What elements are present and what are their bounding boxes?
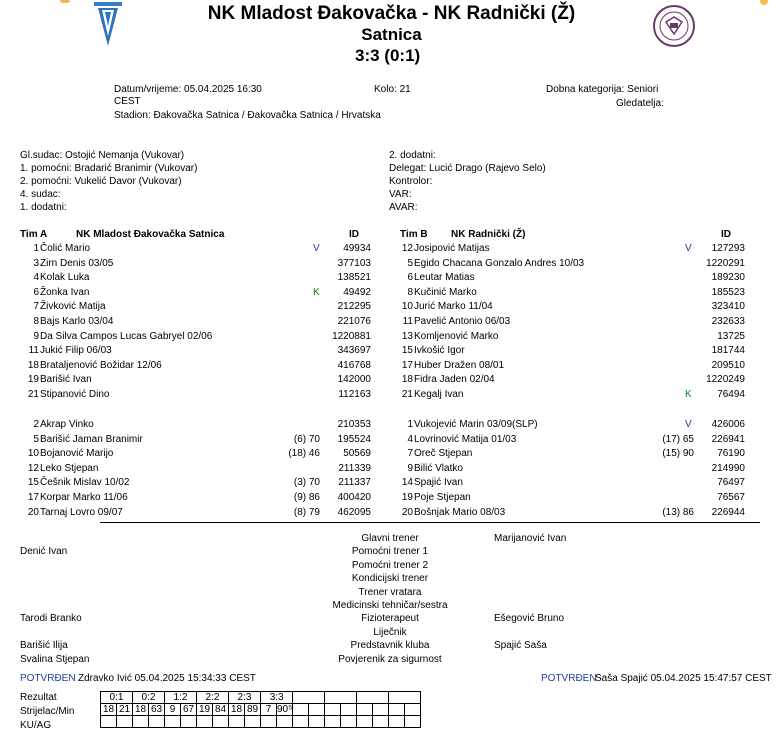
player-id: 1220249 <box>706 374 745 386</box>
player-number: 11 <box>28 345 39 357</box>
sub-id: 211339 <box>338 462 371 474</box>
team-b-label: Tim B <box>400 229 428 240</box>
staff-role: Pomoćni trener 2 <box>351 559 429 571</box>
result-score-cell: 0:2 <box>133 692 165 704</box>
staff-home-name: Denić Ivan <box>20 546 68 558</box>
player-id: 142000 <box>337 374 371 386</box>
cards-cell <box>405 716 421 728</box>
player-name: Zirn Denis 03/05 <box>40 257 114 269</box>
scorer-cell: 18 <box>229 704 245 716</box>
results-row <box>101 692 421 704</box>
cards-cell <box>373 716 389 728</box>
player-number: 6 <box>407 272 413 284</box>
player-number: 13 <box>401 330 413 342</box>
player-name: Jukić Filip 06/03 <box>40 345 112 357</box>
sub-id: 76497 <box>717 477 745 489</box>
substitution-info: V <box>685 419 692 430</box>
sub-name: Lovrinović Matija 01/03 <box>414 433 517 445</box>
scorer-cell <box>389 704 405 716</box>
cards-cell <box>293 716 309 728</box>
player-number: 19 <box>27 374 39 386</box>
player-name: Barišić Ivan <box>40 374 92 386</box>
player-name: Jurić Marko 11/04 <box>414 301 493 313</box>
official-left-line: 1. dodatni: <box>20 202 67 213</box>
sub-number: 9 <box>407 462 413 474</box>
sub-number: 7 <box>407 448 413 460</box>
player-id: 181744 <box>711 345 745 357</box>
player-name: Brataljenović Božidar 12/06 <box>40 359 162 371</box>
sub-number: 2 <box>33 419 39 430</box>
cards-cell <box>277 716 293 728</box>
player-id: 212295 <box>337 301 371 313</box>
player-number: 18 <box>401 374 413 386</box>
cards-cell <box>389 716 405 728</box>
substitution-info: (17) 65 <box>662 433 694 445</box>
scorer-cell <box>373 704 389 716</box>
sub-name: Akrap Vinko <box>40 419 94 430</box>
scorer-cell: 18 <box>133 704 149 716</box>
player-number: 15 <box>401 345 413 357</box>
scorer-cell: 19 <box>197 704 213 716</box>
staff-home-name: Tarodi Branko <box>20 613 82 625</box>
team-a-label: Tim A <box>20 229 48 240</box>
sub-name: Češnik Mislav 10/02 <box>40 477 130 489</box>
cards-cell <box>133 716 149 728</box>
player-id: 112163 <box>338 389 371 400</box>
round: Kolo: 21 <box>374 84 411 95</box>
sub-number: 17 <box>27 492 39 503</box>
official-right-line: VAR: <box>389 189 412 200</box>
player-number: 10 <box>401 301 413 313</box>
official-right-line: AVAR: <box>389 202 418 213</box>
cards-cell <box>213 716 229 728</box>
official-left-line: 2. pomoćni: Vukelić Davor (Vukovar) <box>20 176 182 187</box>
result-score-cell <box>357 692 389 704</box>
staff-role: Medicinski tehničar/sestra <box>332 600 448 611</box>
results-label: Rezultat <box>20 692 57 703</box>
player-number: 1 <box>33 243 39 254</box>
staff-role: Povjerenik za sigurnost <box>338 653 442 665</box>
sub-name: Poje Stjepan <box>414 492 471 503</box>
player-number: 8 <box>33 316 39 327</box>
player-name: Kolak Luka <box>40 272 90 284</box>
sub-name: Korpar Marko 11/06 <box>40 492 128 503</box>
sub-id: 226944 <box>711 506 745 518</box>
results-row <box>101 716 421 728</box>
results-row <box>101 704 421 716</box>
player-number: 21 <box>27 389 39 400</box>
team-a-name: NK Mladost Đakovačka Satnica <box>76 229 225 240</box>
player-id: 1220881 <box>332 330 371 342</box>
scorer-cell <box>293 704 309 716</box>
cards-cell <box>309 716 325 728</box>
scorer-label: Strijelac/Min <box>20 706 75 717</box>
player-name: Da Silva Campos Lucas Gabryel 02/06 <box>40 330 213 342</box>
player-name: Kegalj Ivan <box>414 389 464 400</box>
sub-id: 211337 <box>338 477 371 489</box>
substitution-info: (6) 70 <box>293 433 320 445</box>
staff-away-name: Marijanović Ivan <box>494 533 567 544</box>
cards-cell <box>261 716 277 728</box>
final-score: 3:3 (0:1) <box>355 46 421 65</box>
staff-home-name: Svalina Stjepan <box>20 653 90 665</box>
team-a-id-header: ID <box>349 229 359 240</box>
confirm-left-label: POTVRĐEN <box>20 673 76 684</box>
player-number: 18 <box>27 359 39 371</box>
scorer-cell: 7 <box>261 704 277 716</box>
player-id: 323410 <box>711 301 745 313</box>
cards-cell <box>197 716 213 728</box>
player-number: 21 <box>401 389 413 400</box>
sub-id: 210353 <box>337 419 371 430</box>
official-right-line: Kontrolor: <box>389 176 433 187</box>
sub-name: Leko Stjepan <box>40 462 99 474</box>
team-b-id-header: ID <box>721 229 731 240</box>
substitution-info: (15) 90 <box>662 448 694 460</box>
divider <box>100 522 760 523</box>
player-name: Komljenović Marko <box>414 330 499 342</box>
scorer-cell <box>405 704 421 716</box>
staff-role: Trener vratara <box>358 586 422 598</box>
result-score-cell: 3:3 <box>261 692 293 704</box>
sub-id: 462095 <box>337 506 371 518</box>
player-number: 5 <box>407 257 413 269</box>
player-role-flag: K <box>685 389 692 400</box>
cards-cell <box>341 716 357 728</box>
sub-number: 5 <box>33 433 39 445</box>
staff-home-name: Barišić Ilija <box>20 640 68 652</box>
result-score-cell <box>325 692 357 704</box>
player-id: 343697 <box>337 345 371 357</box>
scorer-cell <box>309 704 325 716</box>
scorer-cell: 21 <box>117 704 133 716</box>
staff-role: Liječnik <box>373 626 407 638</box>
sub-name: Spajić Ivan <box>414 477 463 489</box>
sub-number: 20 <box>27 506 39 518</box>
sub-number: 20 <box>401 506 413 518</box>
venue-subtitle: Satnica <box>361 25 422 44</box>
timezone: CEST <box>114 96 141 107</box>
scorer-cell <box>357 704 373 716</box>
official-left-line: 4. sudac: <box>20 189 61 200</box>
sub-name: Bojanović Marijo <box>40 448 114 460</box>
player-name: Egido Chacana Gonzalo Andres 10/03 <box>414 257 585 269</box>
player-name: Bajs Karlo 03/04 <box>40 316 114 327</box>
player-name: Fidra Jaden 02/04 <box>414 374 495 386</box>
results-table <box>100 691 421 728</box>
cards-cell <box>229 716 245 728</box>
confirm-right-text: Saša Spajić 05.04.2025 15:47:57 CEST <box>595 673 772 684</box>
scorer-cell: 63 <box>149 704 165 716</box>
player-name: Stipanović Dino <box>40 389 110 400</box>
player-number: 11 <box>402 316 413 327</box>
substitution-info: (8) 79 <box>293 506 320 518</box>
result-score-cell: 1:2 <box>165 692 197 704</box>
player-name: Ivkošić Igor <box>414 345 465 357</box>
cards-cell <box>325 716 341 728</box>
result-score-cell <box>293 692 325 704</box>
player-name: Živković Matija <box>40 301 106 313</box>
sub-number: 4 <box>407 433 413 445</box>
staff-role: Pomoćni trener 1 <box>351 546 429 558</box>
scorer-cell: 67 <box>181 704 197 716</box>
player-number: 12 <box>401 243 413 254</box>
staff-role: Predstavnik kluba <box>350 640 430 652</box>
sub-number: 19 <box>401 492 413 503</box>
age-category: Dobna kategorija: Seniori <box>546 84 659 95</box>
player-id: 232633 <box>711 316 745 327</box>
player-name: Huber Dražen 08/01 <box>414 359 505 371</box>
player-id: 127293 <box>711 243 745 254</box>
staff-role: Glavni trener <box>361 533 419 544</box>
staff-role: Kondicijski trener <box>351 573 429 585</box>
sub-name: Bilić Vlatko <box>414 462 463 474</box>
sub-id: 426006 <box>711 419 745 430</box>
player-id: 1220291 <box>706 257 745 269</box>
scorer-cell <box>341 704 357 716</box>
cards-cell <box>181 716 197 728</box>
player-name: Kučinić Marko <box>414 286 477 298</box>
cards-cell <box>149 716 165 728</box>
player-id: 138521 <box>337 272 371 284</box>
cards-label: KU/AG <box>20 720 52 731</box>
player-id: 221076 <box>337 316 371 327</box>
scorer-cell: 18 <box>101 704 117 716</box>
result-score-cell: 0:1 <box>101 692 133 704</box>
substitution-info: (18) 46 <box>288 448 320 460</box>
player-name: Leutar Matias <box>414 272 475 284</box>
sub-id: 195524 <box>337 433 371 445</box>
sub-number: 12 <box>27 462 39 474</box>
scorer-cell: 89 <box>245 704 261 716</box>
result-score-cell: 2:3 <box>229 692 261 704</box>
player-number: 4 <box>33 272 39 284</box>
official-right-line: Delegat: Lucić Drago (Rajevo Selo) <box>389 163 546 174</box>
sub-id: 226941 <box>711 433 745 445</box>
team-b-name: NK Radnički (Ž) <box>451 229 526 240</box>
confirm-left-text: Zdravko Ivić 05.04.2025 15:34:33 CEST <box>78 673 256 684</box>
player-number: 8 <box>407 286 413 298</box>
player-name: Žonka Ivan <box>40 286 90 298</box>
sub-number: 15 <box>27 477 39 489</box>
player-name: Čolić Mario <box>40 243 91 254</box>
player-name: Pavelić Antonio 06/03 <box>414 316 511 327</box>
player-role-flag: K <box>313 286 320 298</box>
cards-cell <box>357 716 373 728</box>
sub-name: Vukojević Marin 03/09(SLP) <box>414 419 538 430</box>
cards-cell <box>101 716 117 728</box>
sub-number: 1 <box>407 419 413 430</box>
sub-id: 50569 <box>343 448 371 460</box>
sub-name: Barišić Jaman Branimir <box>40 433 143 445</box>
match-datetime: Datum/vrijeme: 05.04.2025 16:30 <box>114 84 262 95</box>
player-id: 189230 <box>711 272 745 284</box>
cards-cell <box>117 716 133 728</box>
cards-cell <box>245 716 261 728</box>
sub-name: Tarnaj Lovro 09/07 <box>40 506 123 518</box>
player-id: 209510 <box>711 359 745 371</box>
player-id: 416768 <box>337 359 371 371</box>
sub-name: Bošnjak Mario 08/03 <box>414 506 506 518</box>
official-right-line: 2. dodatni: <box>389 150 436 161</box>
substitution-info: (9) 86 <box>293 492 320 503</box>
player-number: 6 <box>33 286 39 298</box>
cards-cell <box>165 716 181 728</box>
match-title: NK Mladost Đakovačka - NK Radnički (Ž) <box>207 3 576 24</box>
player-number: 3 <box>33 257 39 269</box>
scorer-cell <box>325 704 341 716</box>
confirm-right-label: POTVRĐEN <box>541 673 597 684</box>
scorer-cell: 84 <box>213 704 229 716</box>
player-number: 9 <box>33 330 39 342</box>
sub-id: 76190 <box>717 448 745 460</box>
result-score-cell <box>389 692 421 704</box>
scorer-cell: 90⁵ <box>277 704 293 715</box>
player-id: 13725 <box>717 330 745 342</box>
player-id: 49934 <box>343 243 371 254</box>
player-id: 76494 <box>717 389 745 400</box>
player-id: 185523 <box>711 286 745 298</box>
result-score-cell: 2:2 <box>197 692 229 704</box>
sub-name: Oreč Stjepan <box>414 448 473 460</box>
staff-away-name: Ešegović Bruno <box>494 613 565 625</box>
substitution-info: (13) 86 <box>662 506 694 518</box>
staff-away-name: Spajić Saša <box>494 640 547 652</box>
sub-id: 400420 <box>337 492 371 503</box>
player-number: 7 <box>33 301 39 313</box>
player-number: 17 <box>401 359 413 371</box>
player-id: 49492 <box>343 286 371 298</box>
stadium: Stadion: Đakovačka Satnica / Đakovačka Satnica / Hrvatska <box>114 110 381 121</box>
sub-number: 10 <box>27 448 39 460</box>
official-left-line: Gl.sudac: Ostojić Nemanja (Vukovar) <box>20 150 185 161</box>
player-role-flag: V <box>313 243 320 254</box>
sub-id: 214990 <box>711 462 745 474</box>
sub-id: 76567 <box>717 492 745 503</box>
staff-role: Fizioterapeut <box>361 613 419 625</box>
official-left-line: 1. pomoćni: Bradarić Branimir (Vukovar) <box>20 163 198 174</box>
attendance: Gledatelja: <box>616 98 664 109</box>
sub-number: 14 <box>401 477 413 489</box>
substitution-info: (3) 70 <box>293 477 320 489</box>
player-id: 377103 <box>337 257 371 269</box>
player-name: Josipović Matijas <box>414 243 490 254</box>
player-role-flag: V <box>685 243 692 254</box>
scorer-cell: 9 <box>165 704 181 716</box>
